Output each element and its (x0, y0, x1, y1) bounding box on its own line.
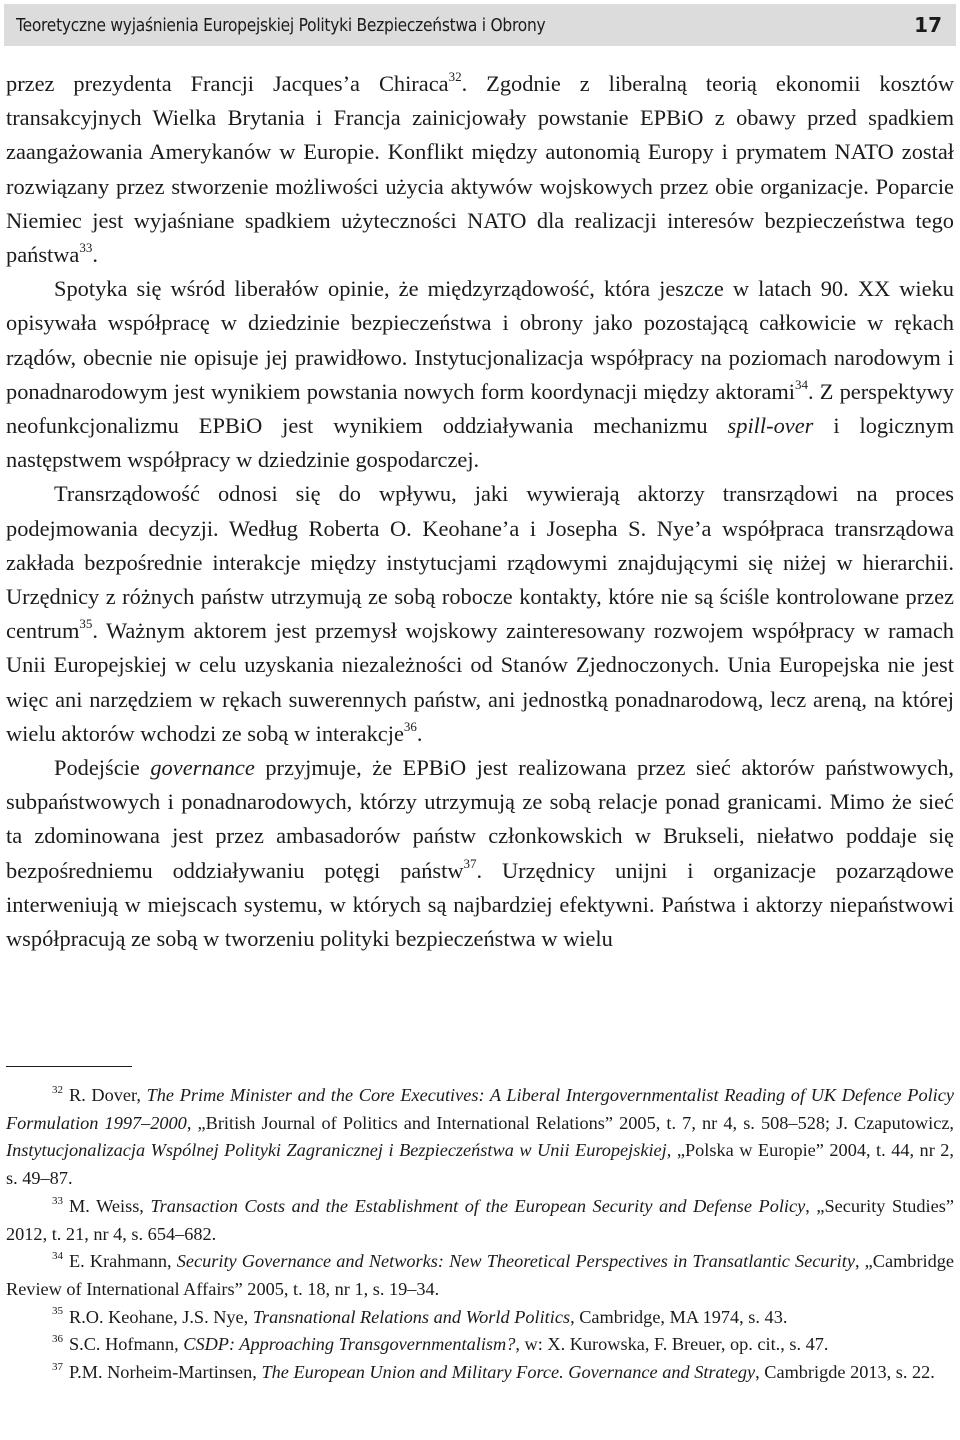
footnote-title: Security Governance and Networks: New Theoretical Perspectives in Transatlantic Security (176, 1251, 855, 1272)
footnote-text: R.O. Keohane, J.S. Nye, (69, 1306, 253, 1327)
footnote-37 (6, 1359, 954, 1387)
footnote-text: , „British Journal of Politics and International Relations” 2005, t. 7, nr 4, s. 508–528; J. Czaputowicz, (186, 1112, 955, 1133)
running-header-title: Teoretyczne wyjaśnienia Europejskiej Polityki Bezpieczeństwa i Obrony (16, 14, 546, 36)
paragraph-2-text-b: . Z perspektywy neofunkcjonalizmu EPBiO jest wynikiem oddziaływania mechanizmu (6, 378, 955, 439)
paragraph-3-text-c: . (416, 720, 423, 746)
paragraph-1-text-b: . Zgodnie z liberalną teorią ekonomii kosztów transakcyjnych Wielka Brytania i Francja zainicjowały powstanie EPBiO z obawy przed spadkiem zaangażowania Amerykanów w Europie. Konflikt między autonomią Europy i prymatem NATO został rozwiązany przez stworzenie możliwości użycia aktywów wojskowych przez obie organizacje. Poparcie Niemiec jest wyjaśniane spadkiem użyteczności NATO dla realizacji interesów bezpieczeństwa tego państwa (6, 71, 954, 268)
paragraph-2-text-c: i logicznym następstwem współpracy w dziedzinie gospodarczej. (6, 413, 954, 473)
footnote-text: , Cambridge, MA 1974, s. 43. (570, 1306, 788, 1327)
paragraph-3 (6, 477, 954, 751)
paragraph-4-text-c: . Urzędnicy unijni i organizacje pozarządowe interweniują w miejscach systemu, w których są najbardziej efektywni. Państwa i aktorzy niepaństwowi współpracują ze sobą w tworzeniu polityki bezpieczeństwa w wielu (6, 857, 954, 952)
paragraph-1-text-a: przez prezydenta Francji Jacques’a Chiraca (6, 71, 449, 96)
footnote-title: Instytucjonalizacja Wspólnej Polityki Zagranicznej i Bezpieczeństwa w Unii Europejskiej (6, 1140, 667, 1161)
footnote-text: S.C. Hofmann, (69, 1334, 184, 1355)
paragraph-4-text-b: przyjmuje, że EPBiO jest realizowana przez sieć aktorów państwowych, subpaństwowych i ponadnarodowych, którzy utrzymują ze sobą relacje ponad granicami. Mimo że sieć ta zdominowana jest przez ambasadorów państw członkowskich w Brukseli, niełatwo poddaje się bezpośredniemu oddziaływaniu potęgi państw (6, 755, 954, 883)
footnote-ref-35[interactable]: 35 (79, 616, 93, 632)
paragraph-3-text-b: . Ważnym aktorem jest przemysł wojskowy zainteresowany rozwojem współpracy w ramach Unii Europejskiej w celu uzyskania niezależności od Stanów Zjednoczonych. Unia Europejska nie jest więc ani narzędziem w rękach suwerennych państw, ani jednostką ponadnarodową, lecz areną, na której wielu aktorów wchodzi ze sobą w interakcje (6, 618, 954, 746)
footnote-text: E. Krahmann, (69, 1251, 177, 1272)
paragraph-2-text-a: Spotyka się wśród liberałów opinie, że międzyrządowość, która jeszcze w latach 90. XX wieku opisywała współpracę w dziedzinie bezpieczeństwa i obrony jako pozostającą całkowicie w rękach rządów, obecnie nie opisuje jej prawidłowo. Instytucjonalizacja współpracy na poziomach narodowym i ponadnarodowym jest wynikiem powstania nowych form koordynacji między aktorami (6, 276, 954, 404)
footnote-text: P.M. Norheim-Martinsen, (69, 1362, 262, 1383)
paragraph-4 (6, 751, 954, 956)
footnote-ref-36[interactable]: 36 (403, 719, 417, 735)
footnote-number: 34 (52, 1250, 63, 1263)
footnote-ref-32[interactable]: 32 (448, 69, 462, 85)
paragraph-2 (6, 272, 954, 477)
footnote-number: 36 (52, 1333, 63, 1346)
footnote-text: , „Security Studies” 2012, t. 21, nr 4, s. 654–682. (6, 1195, 954, 1244)
footnote-title: Transnational Relations and World Politics (252, 1306, 571, 1327)
footnote-number: 35 (52, 1305, 63, 1318)
footnote-text: M. Weiss, (69, 1195, 151, 1216)
footnote-ref-33[interactable]: 33 (79, 240, 93, 256)
footnote-text: , Cambrigde 2013, s. 22. (755, 1362, 935, 1383)
paragraph-3-text-a: Transrządowość odnosi się do wpływu, jaki wywierają aktorzy transrządowi na proces podejmowania decyzji. Według Roberta O. Keohane’a i Josepha S. Nye’a współpraca transrządowa zakłada bezpośrednie interakcje między instytucjami rządowymi znajdującymi się niżej w hierarchii. Urzędnicy z różnych państw utrzymują ze sobą robocze kontakty, które nie są ściśle kontrolowane przez centrum (6, 481, 954, 644)
footnote-ref-34[interactable]: 34 (795, 377, 809, 393)
footnote-separator (6, 1066, 132, 1067)
footnote-title: Transaction Costs and the Establishment of the European Security and Defense Policy (150, 1195, 806, 1216)
footnote-number: 37 (52, 1360, 63, 1373)
footnote-34 (6, 1248, 954, 1303)
footnote-ref-37[interactable]: 37 (463, 855, 477, 871)
footnote-text: , „Cambridge Review of International Affairs” 2005, t. 18, nr 1, s. 19–34. (6, 1251, 954, 1299)
paragraph-1-text-c: . (92, 242, 98, 268)
footnote-text: , „Polska w Europie” 2004, t. 44, nr 2, s. 49–87. (6, 1140, 954, 1189)
page-number: 17 (914, 13, 942, 37)
footnote-35 (6, 1304, 954, 1332)
footnote-text: , w: X. Kurowska, F. Breuer, op. cit., s. 47. (515, 1334, 829, 1355)
footnote-text: R. Dover, (69, 1085, 147, 1105)
footnotes (6, 1082, 954, 1387)
footnote-title: The Prime Minister and the Core Executives: A Liberal Intergovernmentalist Reading of UK Defence Policy Formulation 1997–2000 (6, 1085, 954, 1133)
paragraph-4-text-a: Podejście (54, 755, 151, 781)
main-text (6, 67, 954, 956)
paragraph-1 (6, 67, 954, 272)
footnote-title: The European Union and Military Force. Governance and Strategy (261, 1362, 756, 1383)
footnote-32 (6, 1082, 954, 1193)
footnote-33 (6, 1193, 954, 1248)
footnote-title: CSDP: Approaching Transgovernmentalism? (183, 1334, 516, 1355)
term-spill-over: spill-over (727, 413, 814, 439)
footnote-36 (6, 1331, 954, 1359)
term-governance: governance (150, 755, 255, 781)
footnote-number: 32 (52, 1083, 63, 1096)
footnote-number: 33 (52, 1194, 63, 1207)
running-header (4, 4, 956, 46)
